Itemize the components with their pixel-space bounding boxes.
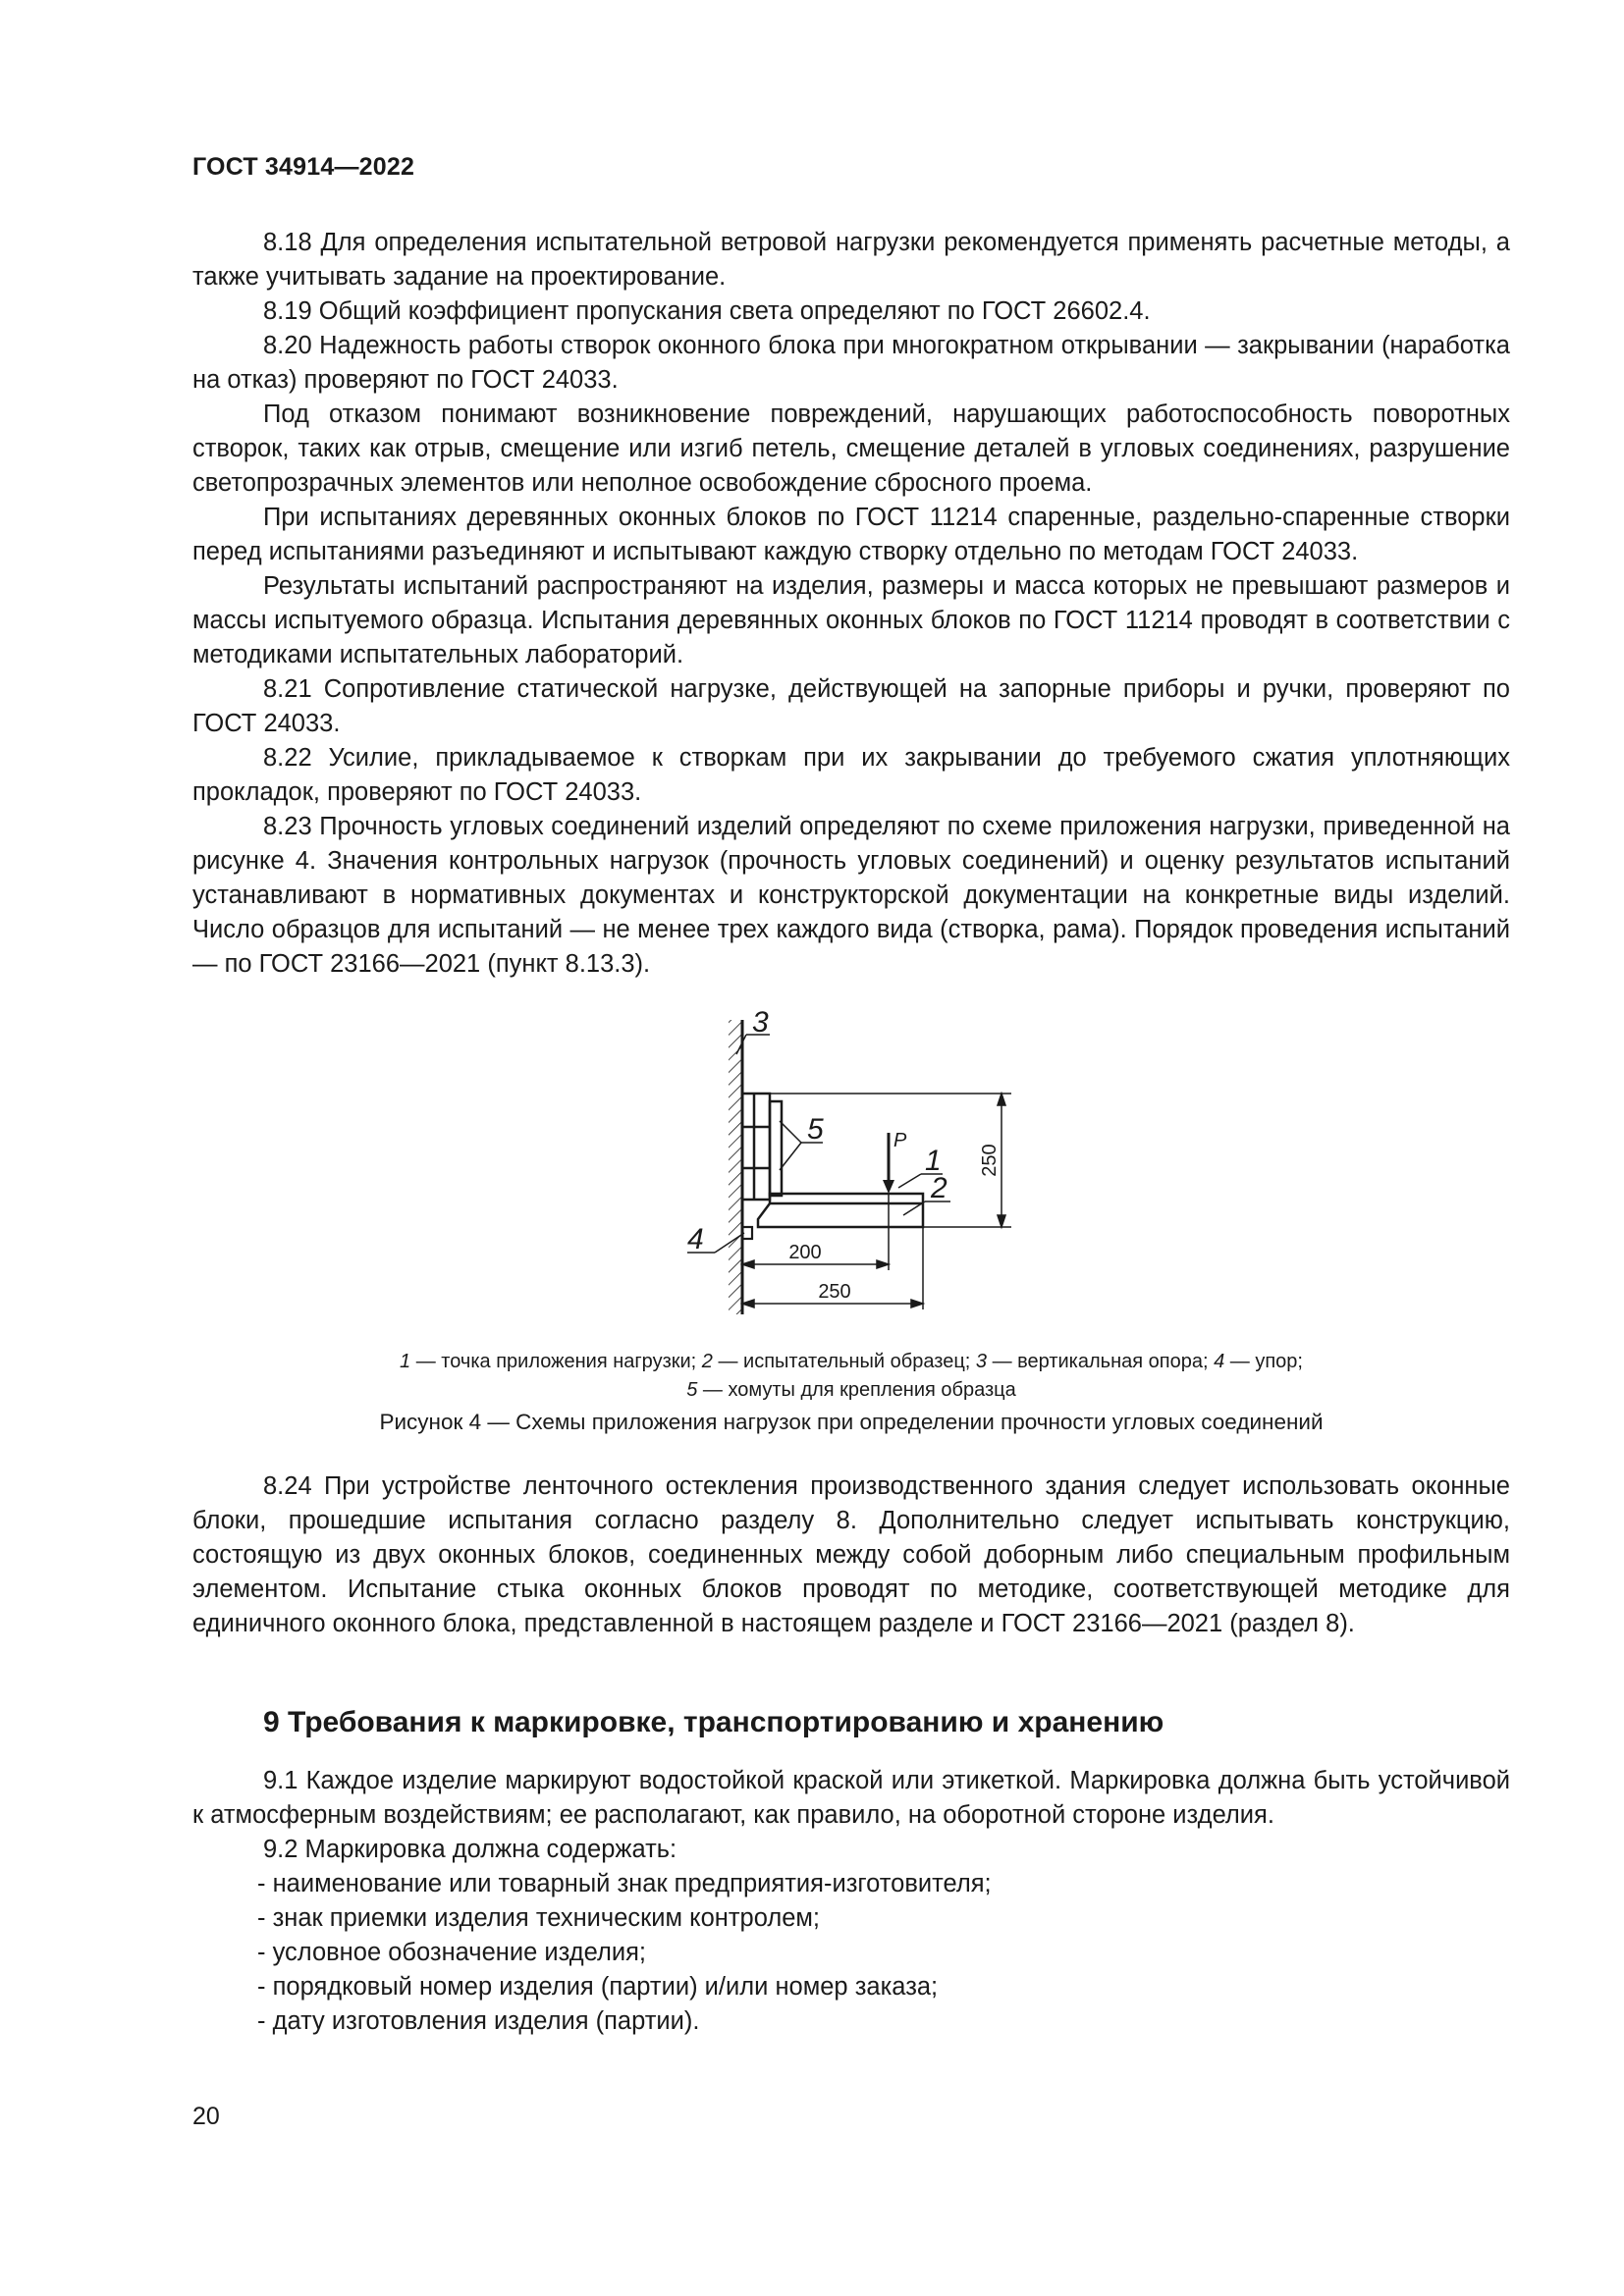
dimension-200-label: 200 bbox=[788, 1242, 822, 1263]
figure-caption: Рисунок 4 — Схемы приложения нагрузок при определении прочности угловых соединений bbox=[379, 1410, 1324, 1434]
list-item: - условное обозначение изделия; bbox=[257, 1936, 1510, 1970]
legend-text: — испытательный образец; bbox=[712, 1351, 976, 1372]
legend-text: — вертикальная опора; bbox=[987, 1351, 1215, 1372]
paragraph: 8.23 Прочность угловых соединений изделий определяют по схеме приложения нагрузки, приведенной на рисунке 4. Значения контрольных нагрузок (прочность угловых соединений) и оценку результатов испытаний устанавливают в нормативных документах и конструкторской документации на конкретные виды изделий. Число образцов для испытаний — не менее трех каждого вида (створка, рама). Порядок проведения испытаний — по ГОСТ 23166—2021 (пункт 8.13.3). bbox=[192, 813, 1510, 978]
legend-number: 4 bbox=[1214, 1351, 1225, 1372]
list-item: - знак приемки изделия техническим контролем; bbox=[257, 1901, 1510, 1936]
load-scheme-drawing bbox=[668, 995, 1080, 1319]
document-code: ГОСТ 34914—2022 bbox=[192, 153, 415, 181]
paragraph: При испытаниях деревянных оконных блоков по ГОСТ 11214 спаренные, раздельно-спаренные створки перед испытаниями разъединяют и испытывают каждую створку отдельно по методам ГОСТ 24033. bbox=[192, 504, 1510, 565]
page-number: 20 bbox=[192, 2103, 220, 2130]
label-5: 5 bbox=[807, 1113, 824, 1146]
label-2: 2 bbox=[931, 1172, 947, 1204]
list-item: - порядковый номер изделия (партии) и/или номер заказа; bbox=[257, 1970, 1510, 2004]
legend-number: 1 bbox=[400, 1351, 411, 1372]
figure-legend bbox=[192, 1348, 1510, 1405]
legend-text: — хомуты для крепления образца bbox=[697, 1379, 1016, 1401]
list-item: - наименование или товарный знак предприятия-изготовителя; bbox=[257, 1867, 1510, 1901]
legend-text: — упор; bbox=[1224, 1351, 1303, 1372]
legend-text: — точка приложения нагрузки; bbox=[410, 1351, 702, 1372]
specimen-vertical-member bbox=[742, 1094, 782, 1200]
paragraph: 8.20 Надежность работы створок оконного блока при многократном открывании — закрывании (наработка на отказ) проверяют по ГОСТ 24033. bbox=[192, 332, 1510, 394]
paragraph: Результаты испытаний распространяют на изделия, размеры и масса которых не превышают размеров и массы испытуемого образца. Испытания деревянных оконных блоков по ГОСТ 11214 проводят в соответствии с методиками испытательных лабораторий. bbox=[192, 572, 1510, 668]
paragraph: 9.1 Каждое изделие маркируют водостойкой краской или этикеткой. Маркировка должна быть устойчивой к атмосферным воздействиям; ее располагают, как правило, на оборотной стороне изделия. bbox=[192, 1767, 1510, 1829]
paragraph: 8.21 Сопротивление статической нагрузке, действующей на запорные приборы и ручки, проверяют по ГОСТ 24033. bbox=[192, 675, 1510, 737]
paragraph: 8.18 Для определения испытательной ветровой нагрузки рекомендуется применять расчетные методы, а также учитывать задание на проектирование. bbox=[192, 229, 1510, 291]
legend-line-1 bbox=[192, 1348, 1510, 1376]
marking-requirements-list bbox=[192, 1867, 1510, 2039]
paragraph: 8.24 При устройстве ленточного остекления производственного здания следует использовать оконные блоки, прошедшие испытания согласно разделу 8. Дополнительно следует испытывать конструкцию, состоящую из двух оконных блоков, соединенных между собой доборным либо специальным профильным элементом. Испытание стыка оконных блоков проводят по методике, соответствующей методике для единичного оконного блока, представленной в настоящем разделе и ГОСТ 23166—2021 (раздел 8). bbox=[192, 1472, 1510, 1637]
figure-4-load-scheme bbox=[668, 995, 1080, 1319]
paragraph: 8.22 Усилие, прикладываемое к створкам при их закрывании до требуемого сжатия уплотняющих прокладок, проверяют по ГОСТ 24033. bbox=[192, 744, 1510, 806]
paragraph: 9.2 Маркировка должна содержать: bbox=[263, 1836, 677, 1863]
test-specimen bbox=[758, 1194, 923, 1227]
section-heading: 9 Требования к маркировке, транспортированию и хранению bbox=[263, 1706, 1164, 1738]
list-item: - дату изготовления изделия (партии). bbox=[257, 2004, 1510, 2039]
dimension-250-vertical-label: 250 bbox=[979, 1144, 1001, 1177]
legend-line-2 bbox=[192, 1376, 1510, 1405]
label-3: 3 bbox=[752, 1006, 769, 1039]
label-1: 1 bbox=[925, 1145, 942, 1177]
legend-number: 2 bbox=[701, 1351, 713, 1372]
legend-number: 3 bbox=[975, 1351, 988, 1372]
paragraph: 8.19 Общий коэффициент пропускания света определяют по ГОСТ 26602.4. bbox=[263, 297, 1151, 325]
label-p: P bbox=[893, 1130, 907, 1151]
paragraph: Под отказом понимают возникновение повреждений, нарушающих работоспособность поворотных створок, таких как отрыв, смещение или изгиб петель, смещение деталей в угловых соединениях, разрушение светопрозрачных элементов или неполное освобождение сбросного проема. bbox=[192, 400, 1510, 497]
section-8-18-8-23 bbox=[192, 226, 1510, 982]
section-8-24 bbox=[192, 1469, 1510, 1641]
label-4: 4 bbox=[687, 1223, 704, 1255]
vertical-support-wall bbox=[729, 1020, 742, 1314]
dimension-250-horizontal-label: 250 bbox=[818, 1281, 851, 1303]
section-9 bbox=[192, 1764, 1510, 2039]
legend-number: 5 bbox=[686, 1379, 698, 1401]
